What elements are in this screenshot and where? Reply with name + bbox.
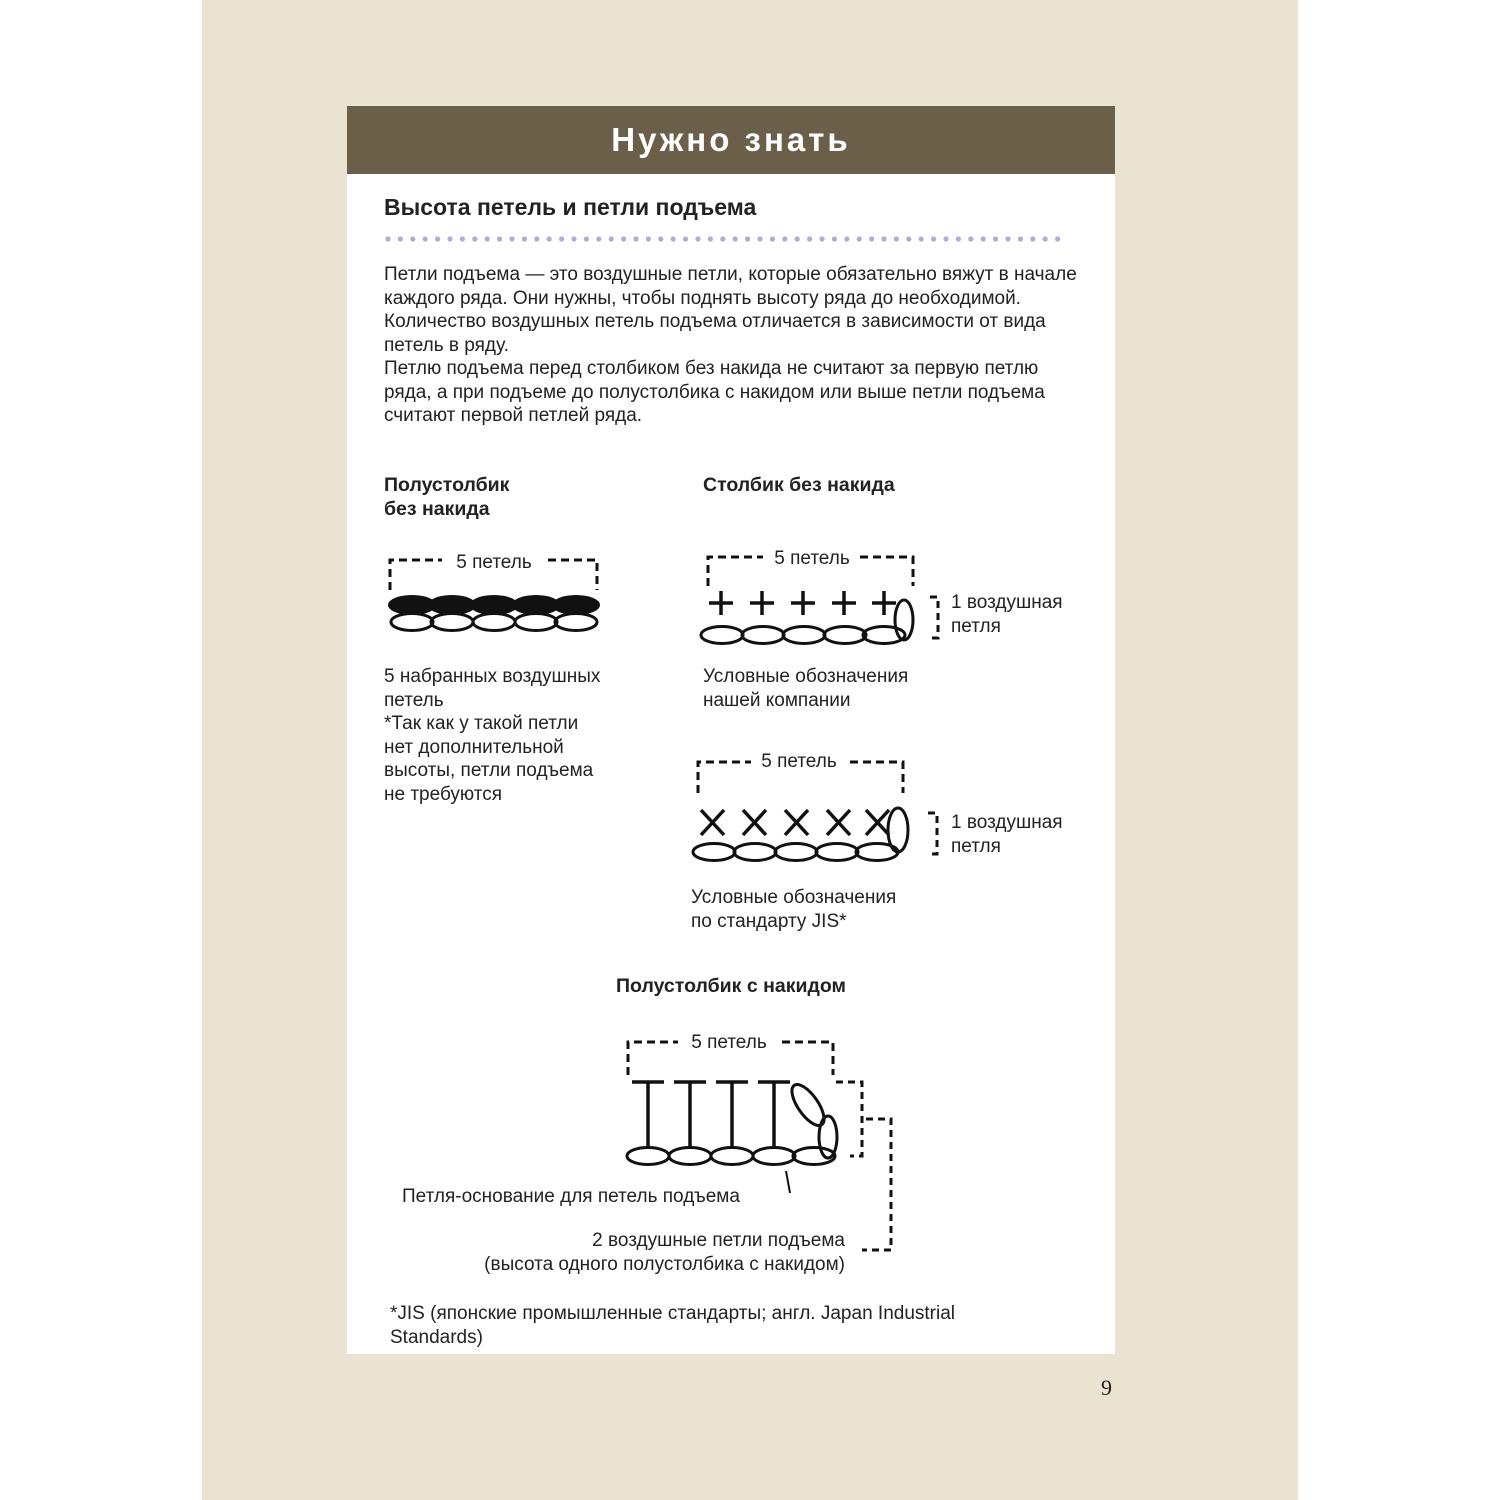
sc-company-caption-line1: Условные обозначения <box>703 666 909 687</box>
dot <box>410 236 415 241</box>
sc-jis-side-line1: 1 воздушная <box>951 812 1063 833</box>
dot <box>485 236 490 241</box>
dotted-rule <box>385 234 1075 244</box>
footnote-line1: *JIS (японские промышленные стандарты; англ. Japan Industrial <box>390 1303 956 1324</box>
dot <box>435 236 440 241</box>
hdc-base-label: Петля-основание для петель подъема <box>402 1186 740 1207</box>
half-sc-note-line4: не требуются <box>384 783 503 805</box>
hdc-title: Полустолбик с накидом <box>616 975 846 997</box>
half-sc-chain <box>391 614 597 631</box>
hdc-bracket-label: 5 петель <box>691 1032 767 1053</box>
dot <box>447 236 452 241</box>
dot <box>658 236 663 241</box>
dot <box>919 236 924 241</box>
dot <box>906 236 911 241</box>
sc-company-caption-line2: нашей компании <box>703 689 851 711</box>
dot <box>547 236 552 241</box>
sc-company-diagram <box>695 540 955 650</box>
sc-company-side-line2: петля <box>951 615 1001 637</box>
dot <box>534 236 539 241</box>
sc-jis-side-bracket <box>928 813 937 854</box>
section-title: Высота петель и петли подъема <box>384 194 757 220</box>
dot <box>1030 236 1035 241</box>
dot <box>571 236 576 241</box>
half-sc-caption <box>384 665 600 806</box>
sc-title: Столбик без накида <box>703 474 895 496</box>
dot <box>782 236 787 241</box>
hdc-chain-label-line1: 2 воздушные петли подъема <box>592 1230 845 1251</box>
dot <box>1043 236 1048 241</box>
dot <box>621 236 626 241</box>
dot <box>894 236 899 241</box>
dot <box>646 236 651 241</box>
hdc-chain-label <box>432 1229 845 1276</box>
half-sc-note-line2: нет дополнительной <box>384 736 564 758</box>
dot <box>956 236 961 241</box>
sc-jis-caption <box>691 886 896 933</box>
intro-text <box>384 263 1084 428</box>
sc-company-plus-stitches <box>709 591 896 615</box>
dot <box>819 236 824 241</box>
half-sc-note-line3: высоты, петли подъема <box>384 760 594 781</box>
sc-jis-side-label <box>951 811 1063 858</box>
dot <box>795 236 800 241</box>
half-sc-bracket-label: 5 петель <box>456 552 532 573</box>
dot <box>807 236 812 241</box>
hdc-t-stitches <box>632 1082 790 1147</box>
intro-paragraph-1: Петли подъема — это воздушные петли, которые обязательно вяжут в начале каждого ряда. Они нужны, чтобы поднять высоту ряда до необходимой. Количество воздушных петель подъема отличается в зависимости от вида петель в ряду. <box>384 264 1077 356</box>
dot <box>968 236 973 241</box>
dot <box>1018 236 1023 241</box>
sc-jis-side-line2: петля <box>951 835 1001 857</box>
dot <box>683 236 688 241</box>
sc-company-chain <box>701 627 905 644</box>
dot <box>1055 236 1060 241</box>
dot <box>857 236 862 241</box>
dot <box>460 236 465 241</box>
half-sc-caption-line1: 5 набранных воздушных <box>384 666 601 687</box>
dot <box>609 236 614 241</box>
dot <box>472 236 477 241</box>
dot <box>757 236 762 241</box>
dot <box>584 236 589 241</box>
sc-jis-chain <box>693 844 898 861</box>
dot <box>671 236 676 241</box>
dot <box>596 236 601 241</box>
dot <box>633 236 638 241</box>
banner-title: Нужно знать <box>347 106 1115 174</box>
dot <box>733 236 738 241</box>
dot <box>509 236 514 241</box>
half-sc-caption-line2: петель <box>384 689 444 711</box>
dot <box>708 236 713 241</box>
sc-company-bracket-label: 5 петель <box>774 548 850 569</box>
dot <box>423 236 428 241</box>
hdc-chain <box>627 1148 835 1165</box>
dot <box>497 236 502 241</box>
sc-company-side-bracket <box>930 597 938 638</box>
dot <box>844 236 849 241</box>
sc-company-caption <box>703 665 908 712</box>
half-sc-title-line2: без накида <box>384 497 490 520</box>
dot <box>832 236 837 241</box>
dot <box>385 236 390 241</box>
hdc-base-leader-line <box>786 1171 790 1193</box>
half-sc-title <box>384 474 509 521</box>
dot <box>881 236 886 241</box>
dot <box>869 236 874 241</box>
half-sc-note-line1: *Так как у такой петли <box>384 713 579 734</box>
hdc-chain-label-line2: (высота одного полустолбика с накидом) <box>484 1253 845 1275</box>
page-number: 9 <box>1101 1375 1112 1400</box>
dot <box>398 236 403 241</box>
dot <box>981 236 986 241</box>
sc-company-side-line1: 1 воздушная <box>951 592 1063 613</box>
dot <box>770 236 775 241</box>
dot <box>943 236 948 241</box>
dot <box>745 236 750 241</box>
hdc-side-brackets <box>836 1082 891 1250</box>
sc-jis-bracket-label: 5 петель <box>761 751 837 772</box>
dot <box>993 236 998 241</box>
sc-jis-caption-line1: Условные обозначения <box>691 887 897 908</box>
intro-paragraph-2: Петлю подъема перед столбиком без накида не считают за первую петлю ряда, а при подъеме до полустолбика с накидом или выше петли подъема считают первой петлей ряда. <box>384 358 1045 426</box>
sc-jis-x-stitches <box>701 810 889 835</box>
dot <box>1005 236 1010 241</box>
footnote <box>390 1302 955 1349</box>
dot <box>720 236 725 241</box>
dot <box>559 236 564 241</box>
dot <box>931 236 936 241</box>
sc-company-side-label <box>951 591 1063 638</box>
footnote-line2: Standards) <box>390 1326 483 1348</box>
half-sc-title-line1: Полустолбик <box>384 474 510 496</box>
half-sc-diagram <box>380 545 610 640</box>
dot <box>695 236 700 241</box>
sc-jis-caption-line2: по стандарту JIS* <box>691 910 847 932</box>
sc-jis-diagram <box>685 745 950 870</box>
dot <box>522 236 527 241</box>
